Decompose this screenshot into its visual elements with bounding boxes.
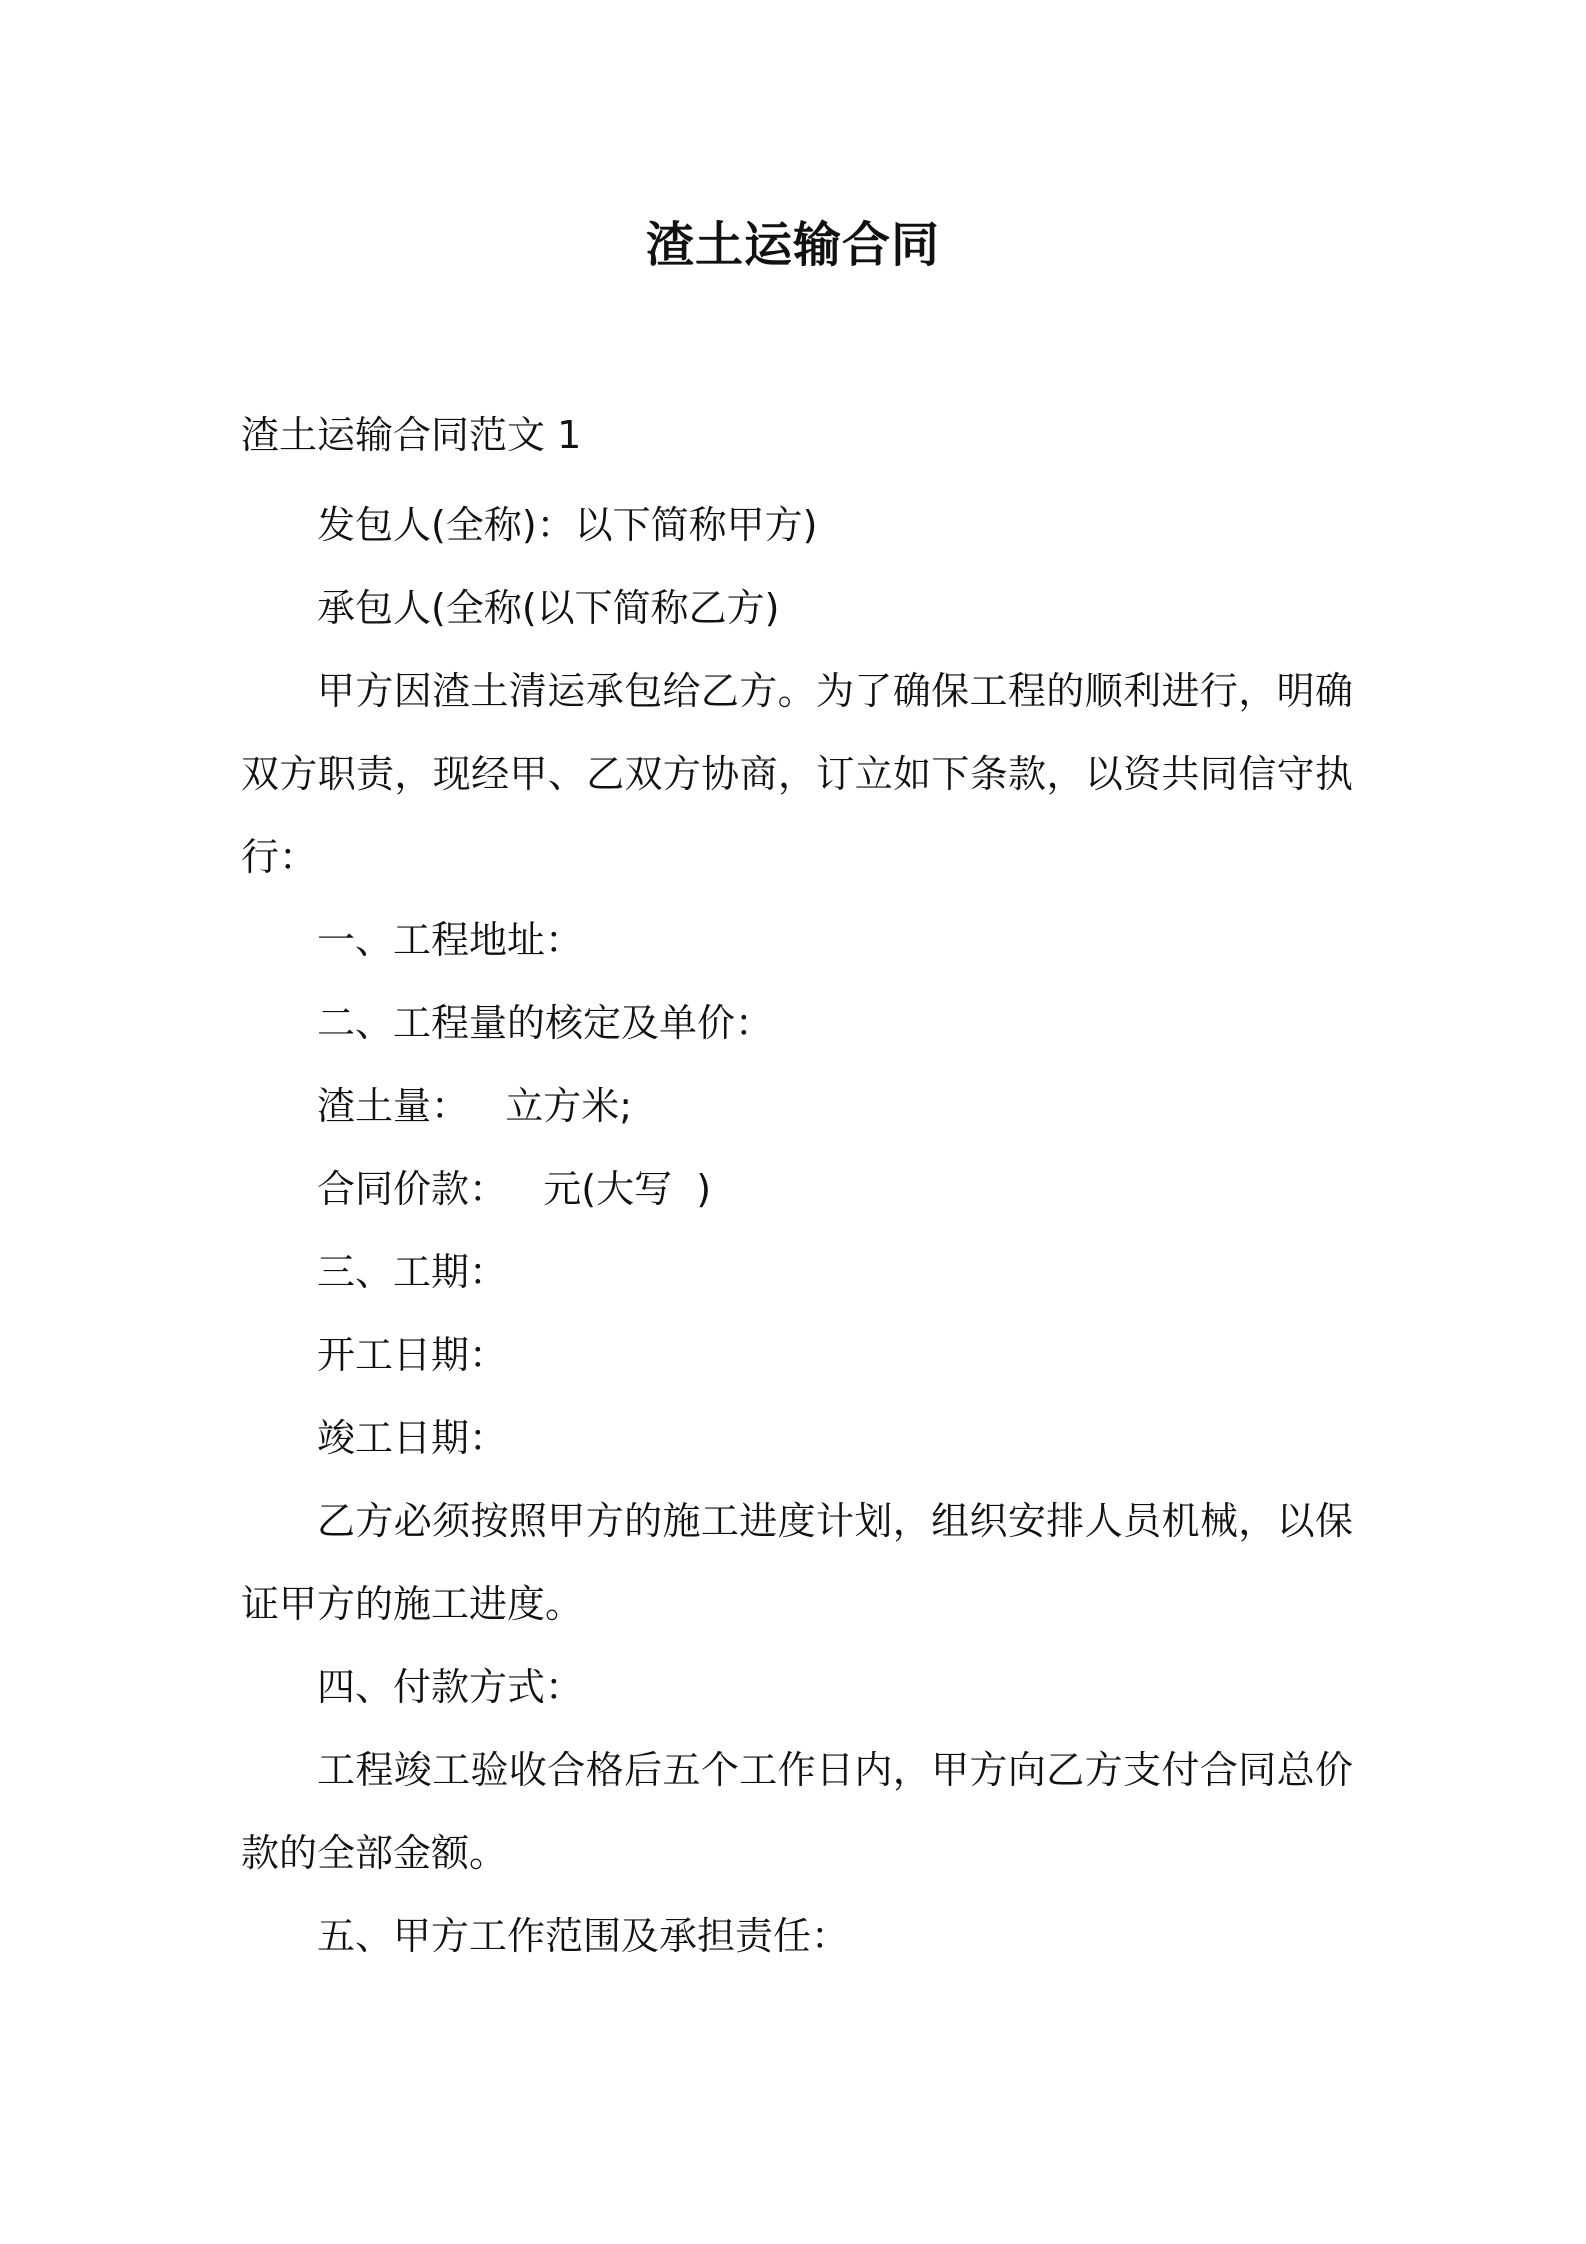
paragraph-start-date: 开工日期： bbox=[317, 1333, 508, 1377]
paragraph-employer: 发包人(全称)：以下简称甲方) bbox=[317, 503, 818, 547]
document-body bbox=[241, 484, 1353, 1978]
document-title: 渣土运输合同 bbox=[645, 217, 940, 273]
paragraph-contractor: 承包人(全称(以下简称乙方) bbox=[317, 586, 780, 630]
section-heading-payment: 四、付款方式： bbox=[317, 1665, 584, 1709]
paragraph-payment-terms: 工程竣工验收合格后五个工作日内，甲方向乙方支付合同总价款的全部金额。 bbox=[241, 1748, 1353, 1875]
paragraph-price: 合同价款： 元(大写 ) bbox=[317, 1167, 712, 1211]
section-heading-party-a-scope: 五、甲方工作范围及承担责任： bbox=[317, 1914, 850, 1958]
paragraph-volume: 渣土量： 立方米; bbox=[317, 1084, 633, 1128]
section-heading-schedule: 三、工期： bbox=[317, 1250, 508, 1294]
document-subtitle: 渣土运输合同范文 1 bbox=[241, 413, 582, 457]
paragraph-schedule-obligation: 乙方必须按照甲方的施工进度计划，组织安排人员机械，以保证甲方的施工进度。 bbox=[241, 1499, 1353, 1626]
paragraph-intro: 甲方因渣土清运承包给乙方。为了确保工程的顺利进行，明确双方职责，现经甲、乙双方协商，订立如下条款，以资共同信守执行： bbox=[241, 669, 1353, 879]
paragraph-completion-date: 竣工日期： bbox=[317, 1416, 508, 1460]
section-heading-quantity: 二、工程量的核定及单价： bbox=[317, 1001, 774, 1045]
section-heading-site: 一、工程地址： bbox=[317, 918, 584, 962]
